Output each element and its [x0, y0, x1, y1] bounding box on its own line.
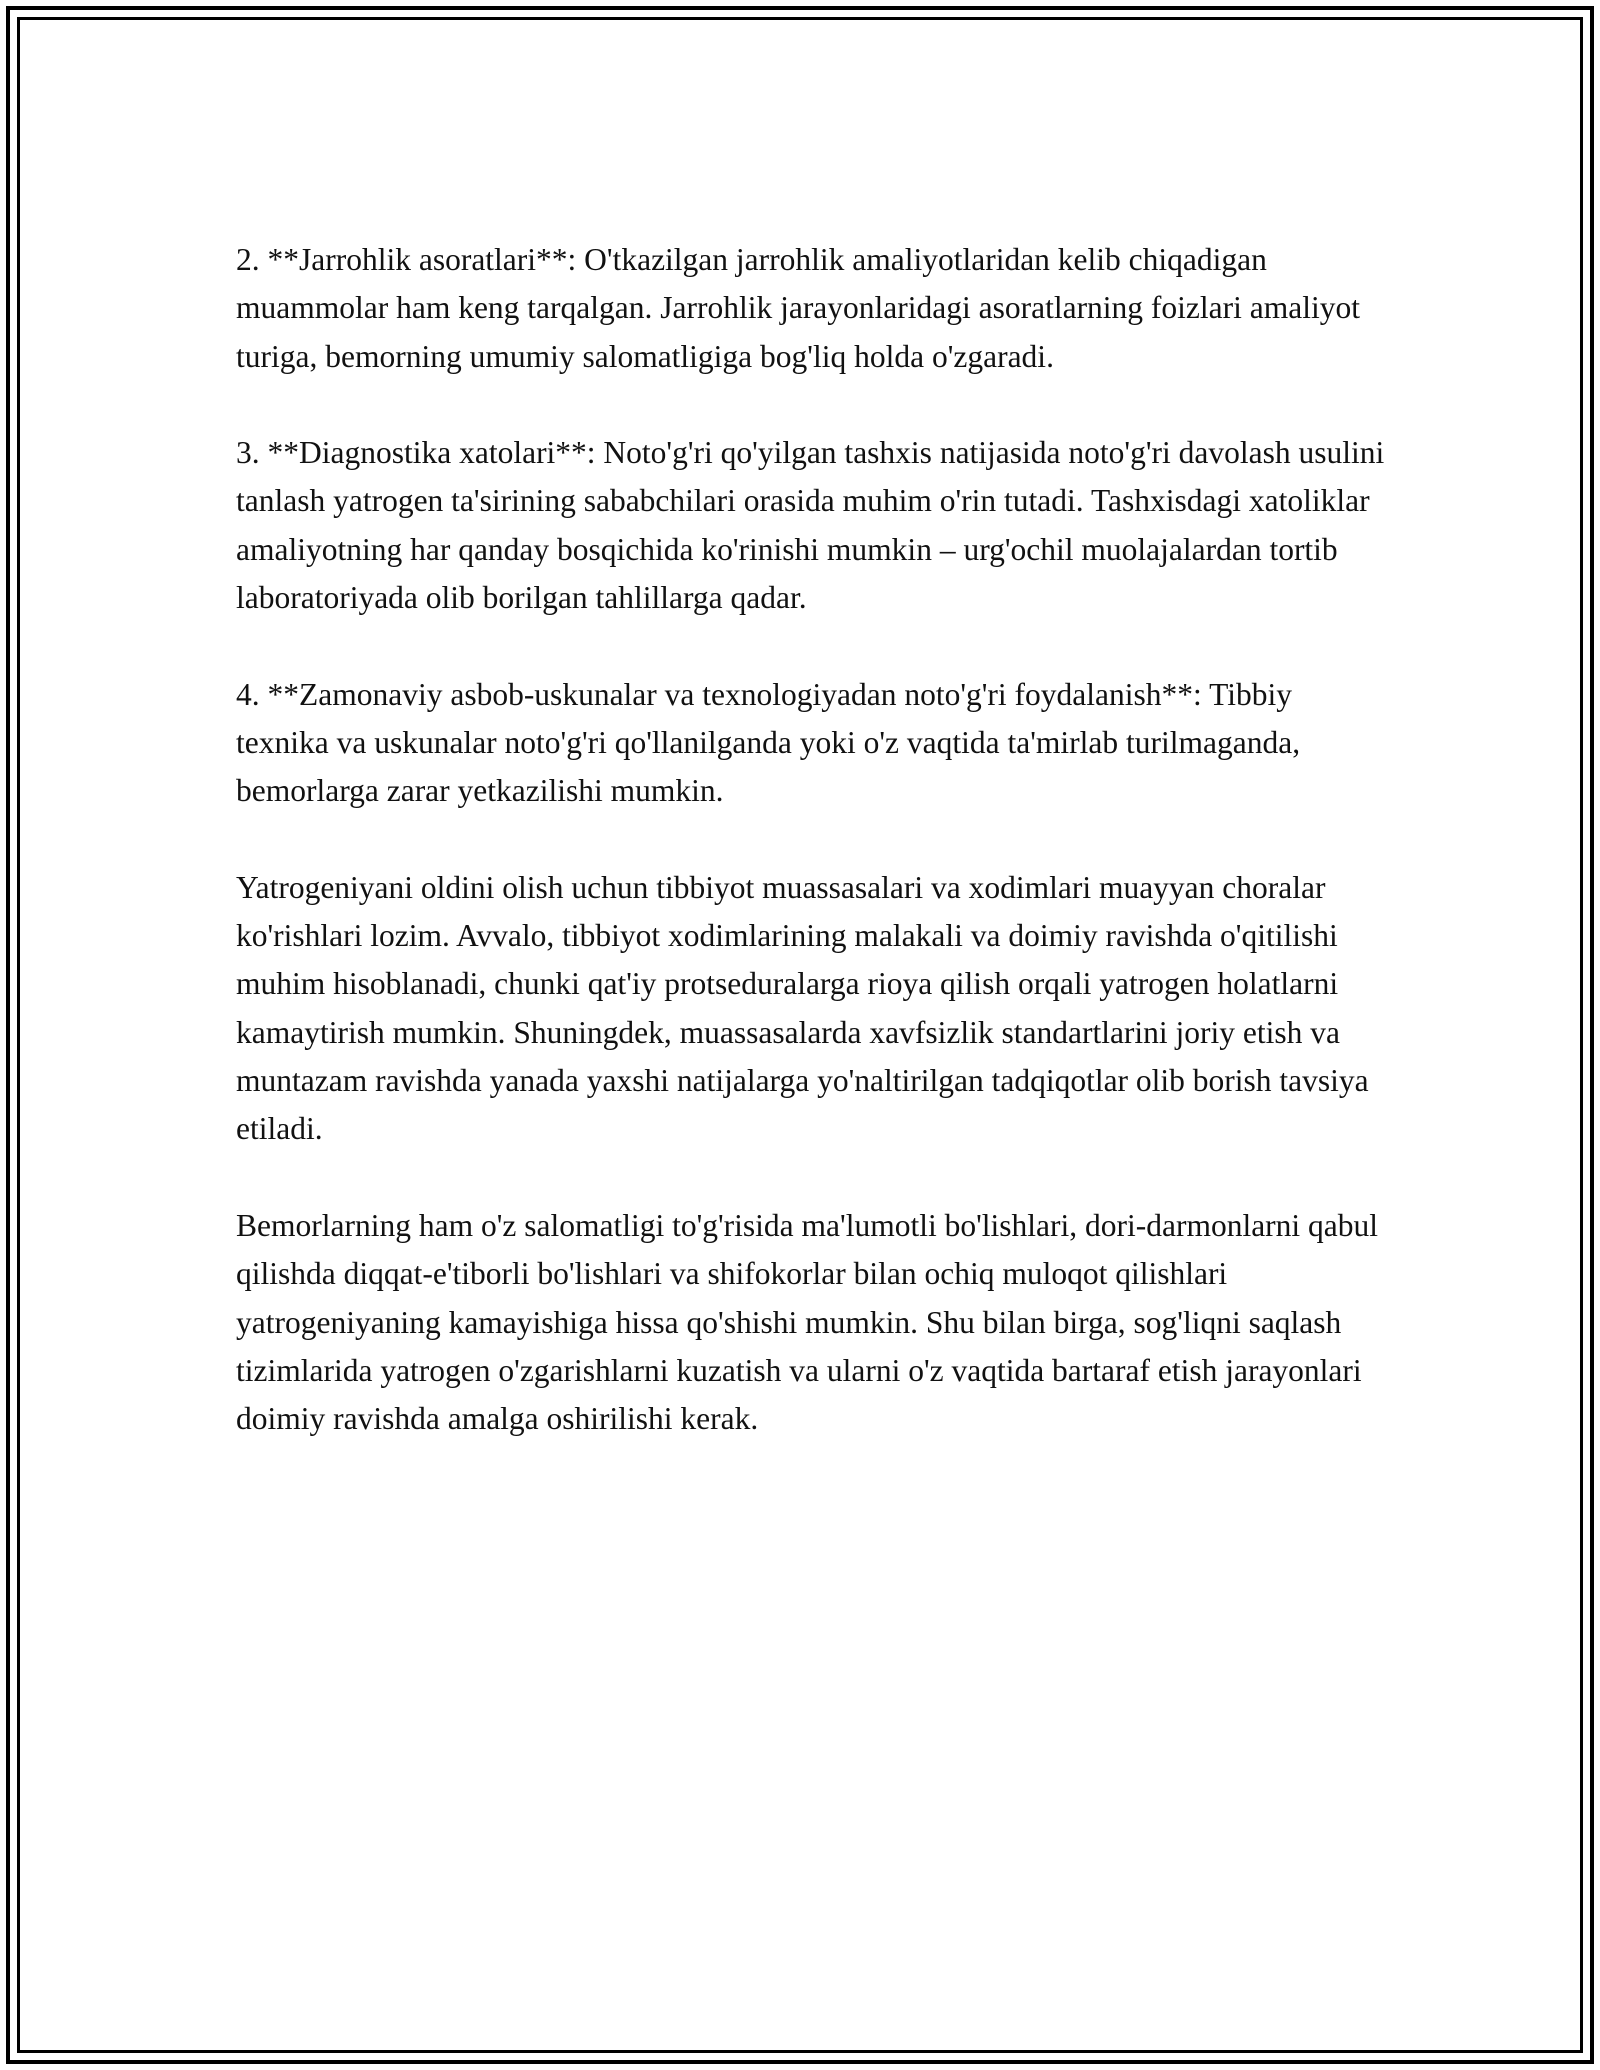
paragraph-prevention-measures: Yatrogeniyani oldini olish uchun tibbiyot muassasalari va xodimlari muayyan choralar ko'rishlari lozim. Avvalo, tibbiyot xodimlarining malakali va doimiy ravishda o'qitilishi muhim hisoblanadi, chunki qat'iy protseduralarga rioya qilish orqali yatrogen holatlarni kamaytirish mumkin. Shuningdek, muassasalarda xavfsizlik standartlarini joriy etish va muntazam ravishda yanada yaxshi natijalarga yo'naltirilgan tadqiqotlar olib borish tavsiya etiladi. — [236, 869, 1369, 1147]
paragraph-equipment-misuse: 4. **Zamonaviy asbob-uskunalar va texnologiyadan noto'g'ri foydalanish**: Tibbiy texnika va uskunalar noto'g'ri qo'llanilganda yoki o'z vaqtida ta'mirlab turilmaganda, bemorlarga zarar yetkazilishi mumkin. — [236, 676, 1301, 809]
paragraph-diagnostic-errors: 3. **Diagnostika xatolari**: Noto'g'ri qo'yilgan tashxis natijasida noto'g'ri davolash usulini tanlash yatrogen ta'sirining sababchilari orasida muhim o'rin tutadi. Tashxisdagi xatoliklar amaliyotning har qanday bosqichida ko'rinishi mumkin – urg'ochil muolajalardan tortib laboratoriyada olib borilgan tahlillarga qadar. — [236, 435, 1385, 616]
paragraph-surgical-complications: 2. **Jarrohlik asoratlari**: O'tkazilgan jarrohlik amaliyotlaridan kelib chiqadigan muammolar ham keng tarqalgan. Jarrohlik jarayonlaridagi asoratlarning foizlari amaliyot turiga, bemorning umumiy salomatligiga bog'liq holda o'zgaradi. — [236, 242, 1360, 374]
document-body — [236, 236, 1386, 1492]
paragraph-patient-role: Bemorlarning ham o'z salomatligi to'g'risida ma'lumotli bo'lishlari, dori-darmonlarni qabul qilishda diqqat-e'tiborli bo'lishlari va shifokorlar bilan ochiq muloqot qilishlari yatrogeniyaning kamayishiga hissa qo'shishi mumkin. Shu bilan birga, sog'liqni saqlash tizimlarida yatrogen o'zgarishlarni kuzatish va ularni o'z vaqtida bartaraf etish jarayonlari doimiy ravishda amalga oshirilishi kerak. — [236, 1207, 1379, 1437]
